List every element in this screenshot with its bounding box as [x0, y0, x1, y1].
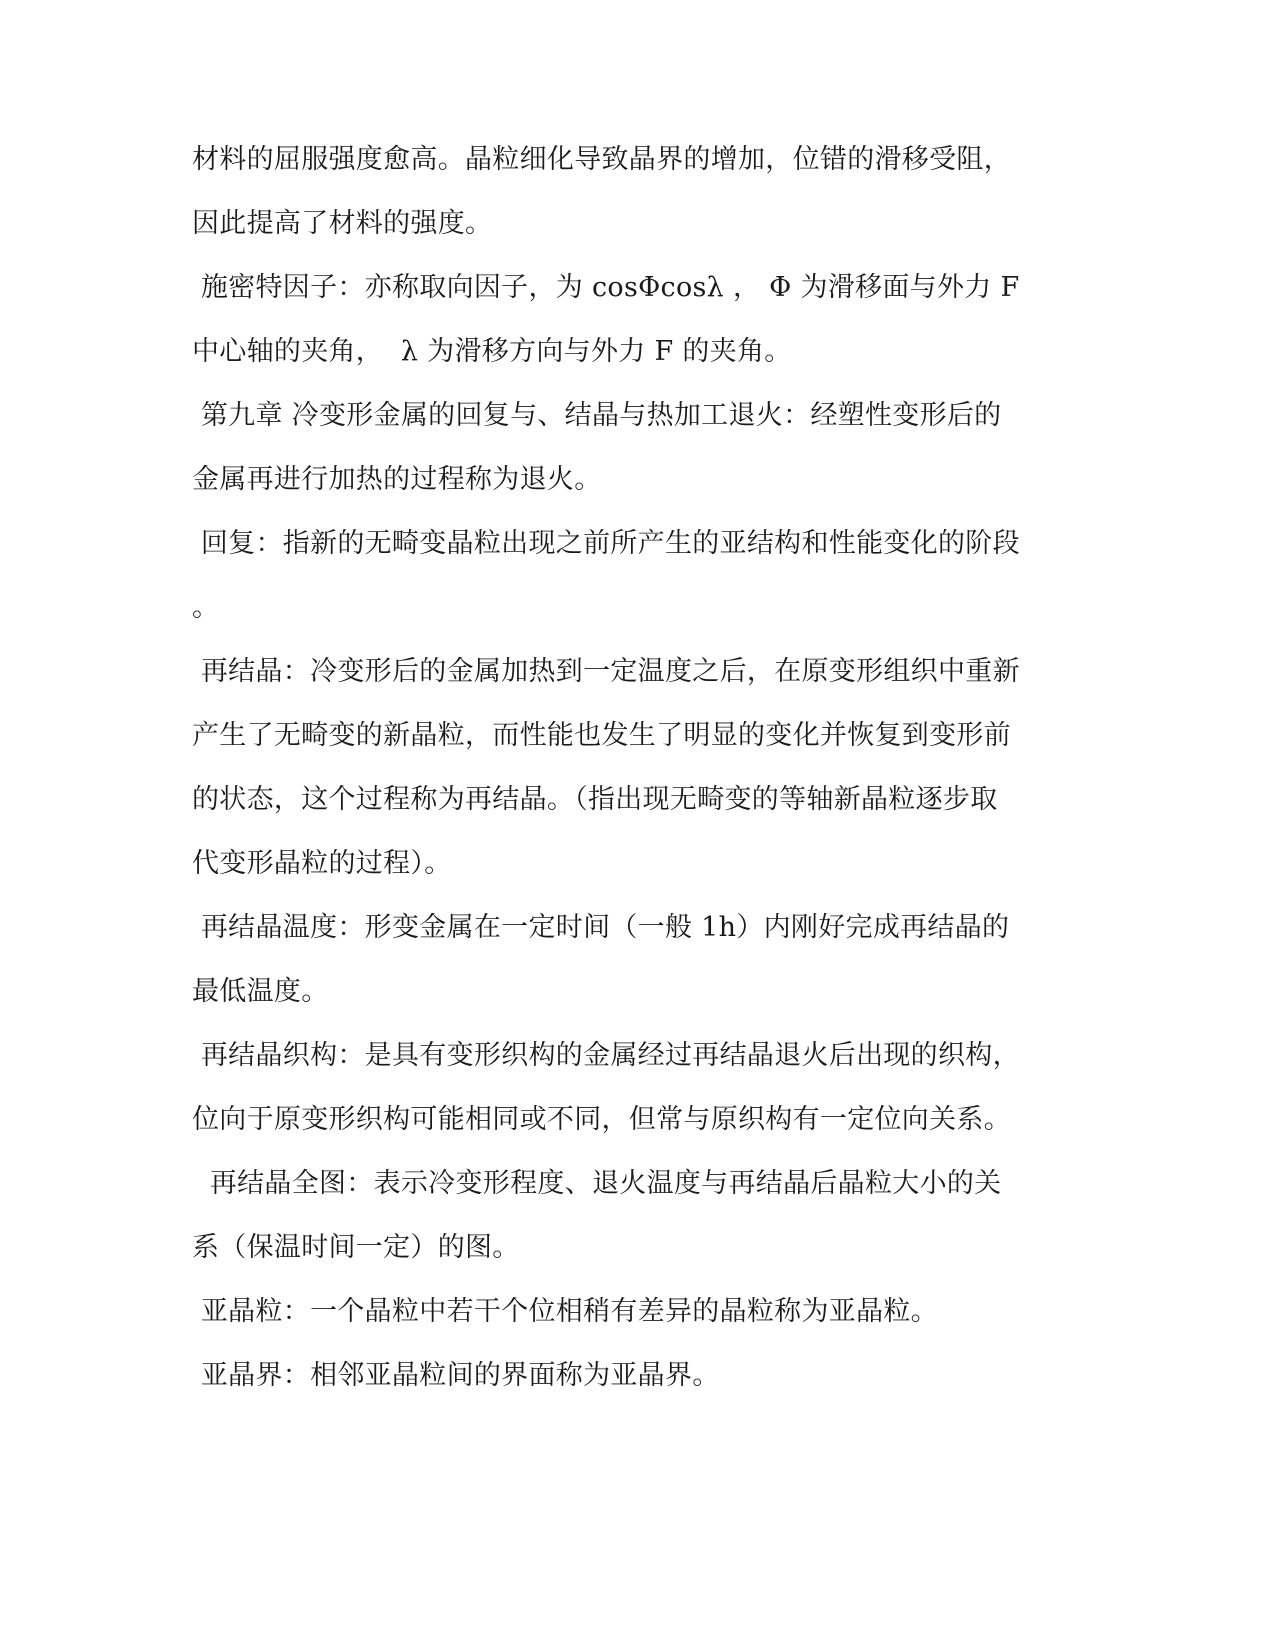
text-line: 最低温度。	[192, 976, 329, 1007]
text-line: 位向于原变形织构可能相同或不同，但常与原织构有一定位向关系。	[192, 1104, 1011, 1135]
text-line: 。	[192, 592, 220, 623]
text-line: 中心轴的夹角， λ 为滑移方向与外力 F 的夹角。	[192, 336, 792, 367]
text-line: 再结晶：冷变形后的金属加热到一定温度之后，在原变形组织中重新	[192, 656, 1020, 687]
text-line: 代变形晶粒的过程）。	[192, 848, 452, 879]
text-line: 因此提高了材料的强度。	[192, 208, 493, 239]
text-line: 再结晶织构：是具有变形织构的金属经过再结晶退火后出现的织构，	[192, 1040, 1020, 1071]
text-line: 产生了无畸变的新晶粒，而性能也发生了明显的变化并恢复到变形前	[192, 720, 1011, 751]
text-line: 材料的屈服强度愈高。晶粒细化导致晶界的增加，位错的滑移受阻，	[192, 144, 1011, 175]
text-line: 亚晶粒：一个晶粒中若干个位相稍有差异的晶粒称为亚晶粒。	[192, 1296, 938, 1327]
text-line: 亚晶界：相邻亚晶粒间的界面称为亚晶界。	[192, 1360, 720, 1391]
text-line: 回复：指新的无畸变晶粒出现之前所产生的亚结构和性能变化的阶段	[192, 528, 1020, 559]
text-line: 再结晶温度：形变金属在一定时间（一般 1h）内刚好完成再结晶的	[192, 912, 1010, 943]
text-line: 系（保温时间一定）的图。	[192, 1232, 520, 1263]
text-line: 第九章 冷变形金属的回复与、结晶与热加工退火：经塑性变形后的	[192, 400, 1002, 431]
text-line: 再结晶全图：表示冷变形程度、退火温度与再结晶后晶粒大小的关	[192, 1168, 1002, 1199]
text-line: 的状态，这个过程称为再结晶。（指出现无畸变的等轴新晶粒逐步取	[192, 784, 998, 815]
text-line: 金属再进行加热的过程称为退火。	[192, 464, 602, 495]
text-line: 施密特因子：亦称取向因子，为 cosΦcosλ ， Φ 为滑移面与外力 F	[192, 272, 1020, 303]
